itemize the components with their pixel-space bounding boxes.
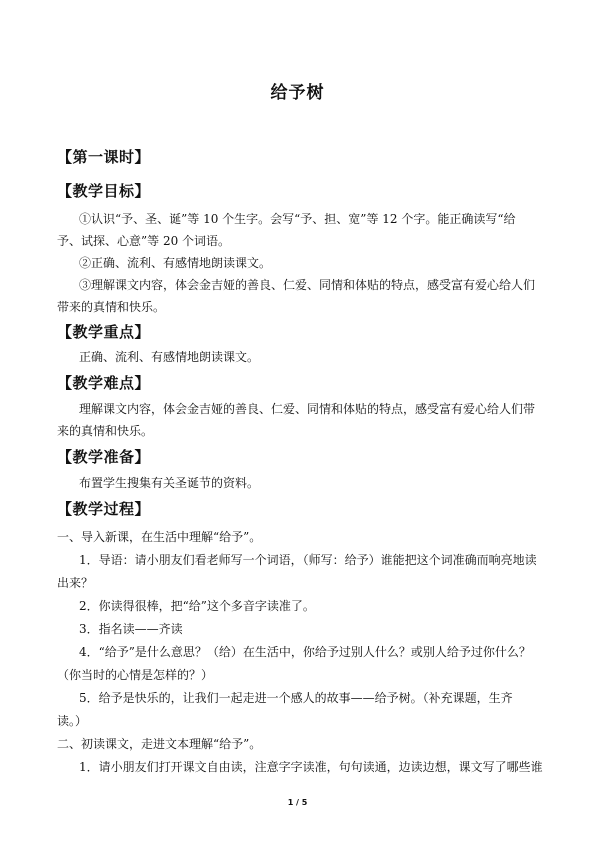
process-line: 3．指名读——齐读 [79, 622, 183, 636]
difficulty-line: 理解课文内容，体会金吉娅的善良、仁爱、同情和体贴的特点，感受富有爱心给人们带 [79, 402, 536, 416]
process-line: 二、初读课文，走进文本理解“给予”。 [57, 737, 262, 751]
preparation-line: 布置学生搜集有关圣诞节的资料。 [79, 476, 260, 490]
process-line: 4．“给予”是什么意思？（给）在生活中，你给予过别人什么？或别人给予过你什么？ [79, 645, 531, 659]
section-heading-goals: 【教学目标】 [57, 182, 151, 200]
section-heading-key-points: 【教学重点】 [57, 323, 151, 341]
difficulty-line: 来的真情和快乐。 [57, 424, 154, 438]
goal-line: 予、试探、心意”等 20 个词语。 [57, 234, 231, 248]
process-line: 读。） [57, 714, 88, 728]
process-line: 5．给予是快乐的，让我们一起走进一个感人的故事——给予树。（补充课题，生齐 [79, 691, 513, 705]
section-heading-preparation: 【教学准备】 [57, 448, 151, 466]
goal-line: ②正确、流利、有感情地朗读课文。 [79, 256, 272, 270]
page-title: 给予树 [270, 83, 325, 103]
goal-line: 带来的真情和快乐。 [57, 300, 166, 314]
process-line: 出来？ [57, 576, 94, 590]
process-line: 1．导语：请小朋友们看老师写一个词语，（师写：给予）谁能把这个词准确而响亮地读 [79, 553, 537, 567]
key-point-line: 正确、流利、有感情地朗读课文。 [79, 350, 260, 364]
goal-line: ③理解课文内容，体会金吉娅的善良、仁爱、同情和体贴的特点，感受富有爱心给人们 [79, 278, 536, 292]
goal-line: ①认识“予、圣、诞”等 10 个生字。会写“予、担、宽”等 12 个字。能正确读写“给 [79, 212, 516, 226]
section-heading-lesson: 【第一课时】 [57, 148, 151, 166]
process-line: 1．请小朋友们打开课文自由读，注意字字读准，句句读通，边读边想，课文写了哪些谁 [79, 760, 543, 774]
process-line: 2．你读得很棒，把“给”这个多音字读准了。 [79, 599, 315, 613]
section-heading-difficulties: 【教学难点】 [57, 374, 151, 392]
process-line: （你当时的心情是怎样的？） [57, 668, 214, 682]
page-number: 1 / 5 [287, 798, 308, 807]
section-heading-process: 【教学过程】 [57, 500, 151, 518]
process-line: 一、导入新课，在生活中理解“给予”。 [57, 530, 262, 544]
